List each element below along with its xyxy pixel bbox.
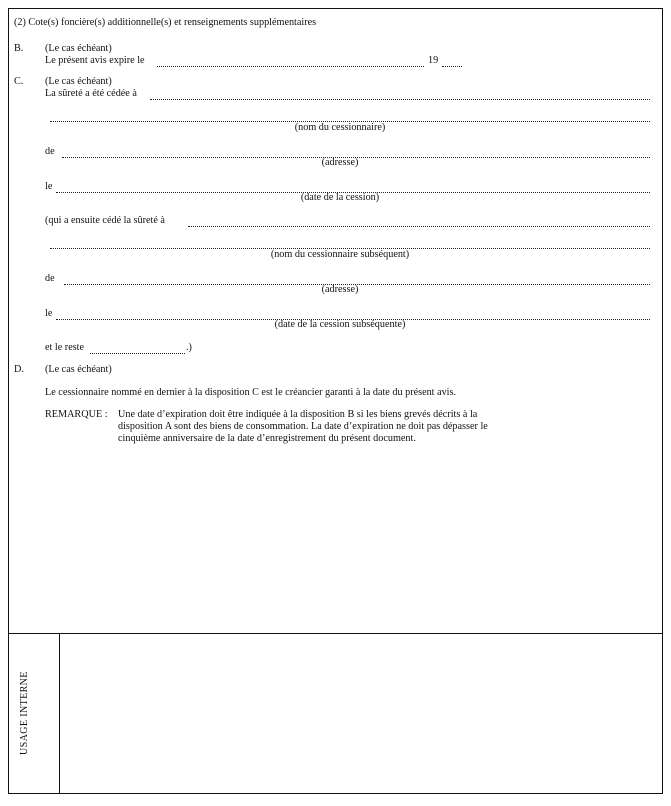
subsequent-label: (qui a ensuite cédé la sûreté à xyxy=(45,215,165,226)
section-b-text: Le présent avis expire le xyxy=(45,55,145,66)
rest-label: et le reste xyxy=(45,342,85,353)
sub-assignee-field-line1[interactable] xyxy=(188,218,650,227)
section-d-letter: D. xyxy=(14,364,24,375)
remark-label: REMARQUE : xyxy=(45,409,108,420)
caption-sub-assignee: (nom du cessionnaire subséquent) xyxy=(270,249,410,260)
section-header: (2) Cote(s) foncière(s) additionnelle(s) et renseignements supplémentaires xyxy=(14,17,317,28)
internal-use-area[interactable] xyxy=(61,635,661,792)
caption-address2: (adresse) xyxy=(321,284,359,295)
section-d-text: Le cessionnaire nommé en dernier à la disposition C est le créancier garanti à la date du présent avis. xyxy=(45,387,457,398)
expiry-date-field[interactable] xyxy=(157,58,424,67)
assignee-field-line2[interactable] xyxy=(50,113,650,122)
expiry-year-field[interactable] xyxy=(442,58,462,67)
internal-use-label: USAGE INTERNE xyxy=(19,671,30,755)
section-c-letter: C. xyxy=(14,76,24,87)
section-c-condition: (Le cas échéant) xyxy=(45,76,112,87)
section-b-condition: (Le cas échéant) xyxy=(45,43,112,54)
caption-sub-date: (date de la cession subséquente) xyxy=(274,319,406,330)
on-label: le xyxy=(45,181,53,192)
sub-assignee-field-line2[interactable] xyxy=(50,240,650,249)
section-b-letter: B. xyxy=(14,43,24,54)
internal-use-column-divider xyxy=(59,633,60,794)
rest-end: .) xyxy=(186,342,192,353)
caption-date: (date de la cession) xyxy=(300,192,380,203)
caption-address: (adresse) xyxy=(321,157,359,168)
rest-field[interactable] xyxy=(90,345,185,354)
of-label: de xyxy=(45,146,55,157)
caption-assignee: (nom du cessionnaire) xyxy=(294,122,386,133)
on2-label: le xyxy=(45,308,53,319)
remark-text: Une date d’expiration doit être indiquée à la disposition B si les biens grevés décrits à la disposition A sont des biens de consommation. La date d’expiration ne doit pas dépasser le cinquième anniversaire de la date d’enregistrement du présent document. xyxy=(118,409,488,444)
of2-label: de xyxy=(45,273,55,284)
year-prefix: 19 xyxy=(428,55,439,66)
assignee-field-line1[interactable] xyxy=(150,91,650,100)
internal-use-divider xyxy=(8,633,663,634)
assigned-to-label: La sûreté a été cédée à xyxy=(45,88,137,99)
section-d-condition: (Le cas échéant) xyxy=(45,364,112,375)
